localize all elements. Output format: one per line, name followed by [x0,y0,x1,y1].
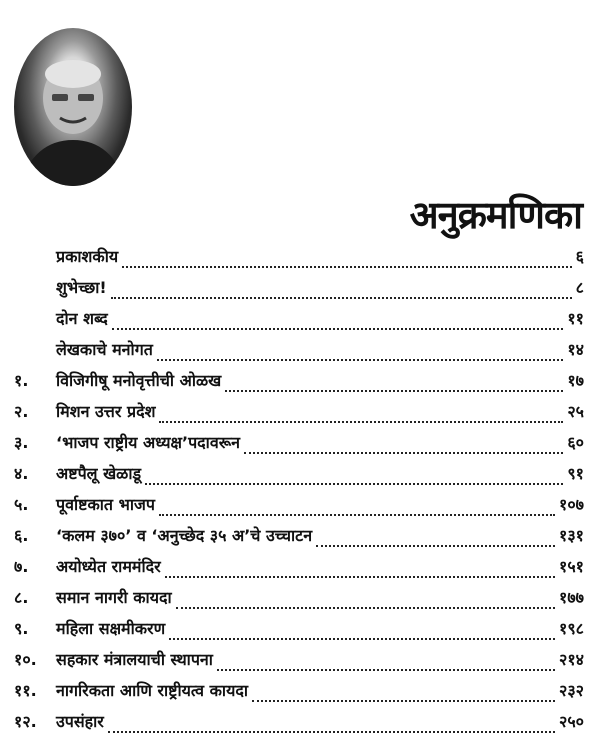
toc-entry-number: ४. [14,464,29,483]
toc-entry-page: २५० [559,712,584,731]
toc-entry [14,400,584,431]
toc-entry-number: ११. [14,681,37,700]
toc-entry-title: लेखकाचे मनोगत [56,340,153,359]
toc-entry-number: ९. [14,619,29,638]
toc-entry-number: ८. [14,588,29,607]
author-portrait [14,28,132,186]
toc-leader-dots [169,636,555,640]
toc-entry [14,648,584,679]
toc-entry-page: ९१ [567,464,584,483]
toc-entry-title: ‘भाजप राष्ट्रीय अध्यक्ष’पदावरून [56,433,241,452]
toc-leader-dots [316,543,555,547]
toc-entry-page: ६० [567,433,584,452]
toc-entry [14,307,584,338]
toc-entry-page: ६ [575,247,584,266]
toc-entry-title: मिशन उत्तर प्रदेश [56,402,156,421]
toc-leader-dots [108,729,555,733]
toc-leader-dots [225,388,563,392]
toc-entry-title: पूर्वाष्टकात भाजप [56,495,155,514]
toc-leader-dots [111,295,572,299]
toc-leader-dots [145,481,563,485]
toc-entry [14,586,584,617]
toc-entry-number: १. [14,371,29,390]
toc-entry-page: ११ [567,309,584,328]
toc-entry-page: १०७ [559,495,584,514]
toc-entry-number: १२. [14,712,37,731]
toc-entry-number: ५. [14,495,29,514]
toc-entry [14,431,584,462]
toc-entry-title: ‘कलम ३७०’ व ‘अनुच्छेद ३५ अ’चे उच्चाटन [56,526,313,545]
toc-leader-dots [159,512,555,516]
toc-entry [14,493,584,524]
toc-entry-page: १७७ [559,588,584,607]
portrait-image [14,28,132,186]
toc-entry [14,555,584,586]
toc-entry [14,338,584,369]
toc-entry-title: नागरिकता आणि राष्ट्रीयत्व कायदा [56,681,248,700]
toc-entry [14,679,584,710]
toc-entry-number: ३. [14,433,29,452]
toc-entry-title: अयोध्येत राममंदिर [56,557,161,576]
toc-entry-page: १९८ [559,619,584,638]
toc-entry-title: विजिगीषू मनोवृत्तीची ओळख [56,371,222,390]
toc-entry-title: समान नागरी कायदा [56,588,172,607]
toc-entry-title: अष्टपैलू खेळाडू [56,464,142,483]
toc-entry-title: दोन शब्द [56,309,108,328]
toc-leader-dots [159,419,563,423]
toc-entry-title: सहकार मंत्रालयाची स्थापना [56,650,213,669]
toc-entry-number: ७. [14,557,29,576]
toc-heading: अनुक्रमणिका [409,193,582,237]
toc-leader-dots [165,574,555,578]
toc-entry-page: २३२ [559,681,584,700]
toc-leader-dots [252,698,555,702]
toc-entry-page: १७ [567,371,584,390]
toc-entry-number: २. [14,402,29,421]
table-of-contents [14,245,584,741]
toc-entry [14,710,584,741]
toc-entry-page: १४ [567,340,584,359]
toc-entry-title: महिला सक्षमीकरण [56,619,166,638]
toc-entry-number: १०. [14,650,37,669]
toc-leader-dots [122,264,572,268]
toc-entry-page: २१४ [559,650,584,669]
toc-entry [14,369,584,400]
toc-entry [14,617,584,648]
toc-leader-dots [217,667,555,671]
toc-entry-title: शुभेच्छा! [56,278,107,297]
toc-entry [14,276,584,307]
toc-leader-dots [244,450,563,454]
toc-entry-page: ८ [575,278,584,297]
toc-entry [14,524,584,555]
toc-leader-dots [112,326,564,330]
toc-entry-page: १५१ [559,557,584,576]
toc-leader-dots [157,357,564,361]
toc-leader-dots [176,605,555,609]
toc-entry [14,462,584,493]
toc-entry-title: उपसंहार [56,712,104,731]
toc-entry-title: प्रकाशकीय [56,247,119,266]
toc-entry-number: ६. [14,526,29,545]
toc-entry-page: २५ [567,402,584,421]
toc-entry [14,245,584,276]
toc-entry-page: १३१ [559,526,584,545]
